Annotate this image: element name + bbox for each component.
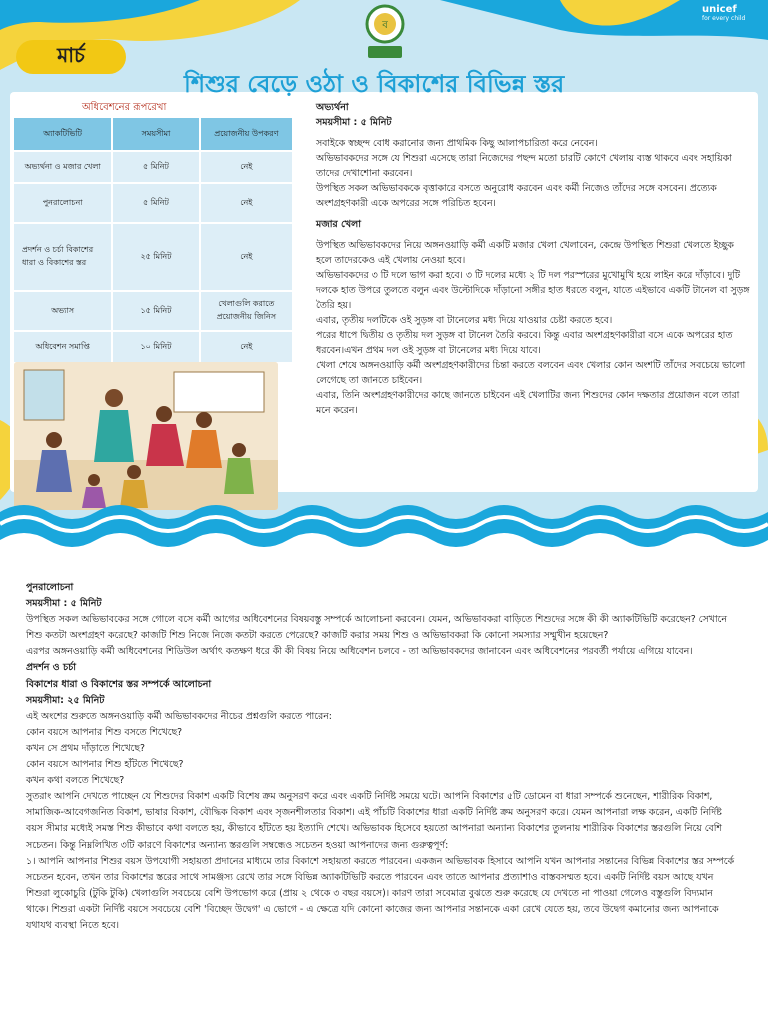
classroom-illustration <box>14 362 278 510</box>
header-duration: সময়সীমা <box>113 118 198 150</box>
right-column <box>316 100 750 418</box>
schedule-header-row <box>14 118 292 150</box>
review-paragraph: এরপর অঙ্গনওয়াড়ি কর্মী অধিবেশনের শিডিউল অর্থাৎ কতক্ষণ ধরে কী কী বিষয় নিয়ে অধিবেশন চলবে - তা অভিভাবকদের জানাবেন এবং অধিবেশনের পরবর্তী পর্যায়ে এগিয়ে যাবেন। <box>26 646 693 658</box>
government-emblem-icon <box>360 2 410 64</box>
activity-cell: অধিবেশন সমাপ্তি <box>14 332 111 362</box>
review-heading: পুনরালোচনা <box>26 582 74 593</box>
welcome-paragraph: উপস্থিত সকল অভিভাবককে বৃত্তাকারে বসতে অনুরোধ করবেন এবং কর্মী নিজেও তাঁদের সঙ্গে বসবেন। প্রত্যেক অংশগ্রহণকারী একে অপরের সঙ্গে পরিচিত হবেন। <box>316 183 717 209</box>
page-title: শিশুর বেড়ে ওঠা ও বিকাশের বিভিন্ন স্তর <box>184 70 565 98</box>
question-item: কখন সে প্রথম দাঁড়াতে শিখেছে? <box>26 742 145 754</box>
demo-heading: প্রদর্শন ও চর্চা <box>26 662 76 674</box>
table-row <box>14 184 292 222</box>
demo-intro: এই অংশের শুরুতে অঙ্গনওয়াড়ি কর্মী অভিভাবকদের নীচের প্রশ্নগুলি করতে পারেন: <box>26 710 332 722</box>
material-cell: খেলাগুলি করাতে প্রয়োজনীয় জিনিস <box>201 292 292 330</box>
demo-paragraph: ১। আপনি আপনার শিশুর বয়স উপযোগী সহায়তা প্রদানের মাধ্যমে তার বিকাশে সহায়তা করতে পারবেন। একজন অভিভাবক হিসাবে আপনি যখন আপনার সন্তানের বিভিন্ন বিকাশের স্তর সম্পর্কে সচেতন হবেন, তখন তার বিকাশের স্তরের সাথে সামঞ্জস্য রেখে তার সঙ্গে বিভিন্ন অ্যাকটিভিটি করতে পারবেন এবং তাতে আপনার প্রত্যাশাও বাস্তবসম্মত হবে। একটি নির্দিষ্ট বয়স আছে যখন শিশুরা লুকোচুরি (টুকি টুকি) খেলাগুলি সবচেয়ে বেশি উপভোগ করে (প্রায় ২ থেকে ৩ বছর বয়সে)। কারণ তারা সবেমাত্র বুঝতে শুরু করেছে যে দেখতে না পাওয়া গেলেও বস্তুগুলি বিদ্যমান থাকে। শিশুরা একটা নির্দিষ্ট বয়সে সবচেয়ে বেশি 'বিচ্ছেদ উদ্বেগ' এ ভোগে - এ ক্ষেত্রে যদি কোনো কাজের জন্য আপনার সন্তানকে একা রেখে যেতে হয়, তবে উদ্বেগ কমানোর জন্য আপনাকে যথাযথ ব্যবস্থা নিতে হবে। <box>26 855 735 931</box>
material-cell: নেই <box>201 332 292 362</box>
game-paragraph: এবার, তৃতীয় দলটিকে ওই সুড়ঙ্গ বা টানেলের মধ্য দিয়ে যাওয়ার চেষ্টা করতে হবে। <box>316 315 613 326</box>
review-paragraph: উপস্থিত সকল অভিভাবকের সঙ্গে গোলে বসে কর্মী আগের অধিবেশনের বিষয়বস্তু সম্পর্কে আলোচনা করবেন। যেমন, অভিভাবকরা বাড়িতে শিশুদের সঙ্গে কী কী অ্যাকটিভিটি করেছেন? সেখানে শিশু কতটা অংশগ্রহণ করেছে? কাজটি শিশু নিজে নিজে কতটা করতে পেরেছে? কাজটি করার সময় শিশু ও অভিভাবকরা কি কোনো সমস্যার সম্মুখীন হয়েছেন? <box>26 614 727 642</box>
table-row <box>14 224 292 290</box>
wave-divider <box>0 494 768 568</box>
welcome-paragraph: সবাইকে স্বচ্ছন্দ বোধ করানোর জন্য প্রাথমিক কিছু আলাপচারিতা করে নেবেন। <box>316 138 598 149</box>
table-row <box>14 292 292 330</box>
welcome-paragraph: অভিভাবকদের সঙ্গে যে শিশুরা এসেছে তারা নিজেদের পছন্দ মতো চারটি কোণে খেলায় ব্যস্ত থাকবে এবং সহায়িকা তাদের দেখাশোনা করবেন। <box>316 153 732 179</box>
month-badge: মার্চ <box>16 40 126 74</box>
activity-cell: অভ্যর্থনা ও মজার খেলা <box>14 152 111 182</box>
svg-text:ব: ব <box>382 20 388 31</box>
header-materials: প্রয়োজনীয় উপকরণ <box>201 118 292 150</box>
game-paragraph: পরের ধাপে দ্বিতীয় ও তৃতীয় দল সুড়ঙ্গ বা টানেল তৈরি করবে। কিন্তু এবার অংশগ্রহণকারীরা বসে একে অপরের হাত ধরবেন।এখন প্রথম দল ওই সুড়ঙ্গ বা টানেলের মধ্য দিয়ে যাবে। <box>316 330 733 356</box>
review-time: সময়সীমা : ৫ মিনিট <box>26 598 102 610</box>
table-row <box>14 332 292 362</box>
schedule-table <box>12 116 294 364</box>
unicef-logo-icon: unicef for every child <box>702 4 746 22</box>
game-heading: মজার খেলা <box>316 219 361 230</box>
question-item: কখন কথা বলতে শিখেছে? <box>26 775 125 787</box>
game-paragraph: খেলা শেষে অঙ্গনওয়াড়ি কর্মী অংশগ্রহণকারীদের চিন্তা করতে বলবেন এবং খেলার কোন অংশটি তাঁদের সবচেয়ে ভালো লেগেছে তা জানতে চাইবেন। <box>316 360 746 386</box>
material-cell: নেই <box>201 224 292 290</box>
game-paragraph: উপস্থিত অভিভাবকদের নিয়ে অঙ্গনওয়াড়ি কর্মী একটি মজার খেলা খেলাবেন, কেন্দ্রে উপস্থিত শিশুরা খেলতে ইচ্ছুক হলে তাদেরকেও এই খেলায় নেওয়া হবে। <box>316 240 734 266</box>
time-cell: ১৫ মিনিট <box>113 292 198 330</box>
game-paragraph: অভিভাবকদের ৩ টি দলে ভাগ করা হবে। ৩ টি দলের মধ্যে ২ টি দল পরস্পরের মুখোমুখি হয়ে লাইন করে দাঁড়াবে। দুটি দলকে হাত উপরে তুলতে বলুন এবং উল্টোদিকে দাঁড়ানো সঙ্গীর হাত ধরতে বলুন, যাতে এইভাবে একটি টানেল বা সুড়ঙ্গ তৈরি হয়। <box>316 270 750 311</box>
material-cell: নেই <box>201 184 292 222</box>
activity-cell: অভ্যাস <box>14 292 111 330</box>
question-item: কোন বয়সে আপনার শিশু বসতে শিখেছে? <box>26 726 183 738</box>
demo-time: সময়সীমা: ২৫ মিনিট <box>26 694 105 706</box>
question-item: কোন বয়সে আপনার শিশু হাঁটতে শিখেছে? <box>26 759 184 771</box>
time-cell: ১০ মিনিট <box>113 332 198 362</box>
table-row <box>14 152 292 182</box>
welcome-heading: অভ্যর্থনা <box>316 102 349 113</box>
game-paragraph: এবার, তিনি অংশগ্রহণকারীদের কাছে জানতে চাইবেন এই খেলাটির জন্য শিশুদের কোন দক্ষতার প্রয়োজন বলে তারা মনে করেন। <box>316 390 740 416</box>
lower-section <box>26 580 738 934</box>
demo-subheading: বিকাশের ধারা ও বিকাশের স্তর সম্পর্কে আলোচনা <box>26 678 212 690</box>
time-cell: ৫ মিনিট <box>113 184 198 222</box>
time-cell: ২৫ মিনিট <box>113 224 198 290</box>
header-activity: অ্যাকটিভিটি <box>14 118 111 150</box>
schedule-caption: অধিবেশনের রূপরেখা <box>82 102 167 113</box>
activity-cell: পুনরালোচনা <box>14 184 111 222</box>
welcome-time: সময়সীমা : ৫ মিনিট <box>316 117 392 128</box>
demo-paragraph: সুতরাং আপনি দেখতে পাচ্ছেন যে শিশুদের বিকাশ একটি বিশেষ ক্রম অনুসরণ করে এবং একটি নির্দিষ্ট সময়ে ঘটে। আপনি বিকাশের ৫টি ডোমেন বা ধারা সম্পর্কে শুনেছেন, শারীরিক বিকাশ, সামাজিক-আবেগজনিত বিকাশ, ভাষার বিকাশ, বৌদ্ধিক বিকাশ এবং সৃজনশীলতার বিকাশ। এই পাঁচটি বিকাশের ধারা একটি নির্দিষ্ট ক্রম অনুসরণ করে। যেমন আপনারা লক্ষ করেন, একটি নির্দিষ্ট বয়স সীমার মধ্যেই সমস্ত শিশু কীভাবে কথা বলতে হয়, কীভাবে হাঁটতে হয় ইত্যাদি শেখে। অভিভাবক হিসেবে হয়তো আপনারা অন্যান্য বিকাশের তুলনায় শারীরিক বিকাশের স্তরগুলি নিয়ে বেশি সচেতন। কিন্তু নিম্নলিখিত ৩টি কারণে বিকাশের অন্যান্য স্তরগুলি সম্বন্ধেও সচেতন হওয়া আপনাদের জন্য গুরুত্বপূর্ণ: <box>26 791 722 851</box>
time-cell: ৫ মিনিট <box>113 152 198 182</box>
activity-cell: প্রদর্শন ও চর্চা বিকাশের ধারা ও বিকাশের স্তর <box>14 224 111 290</box>
material-cell: নেই <box>201 152 292 182</box>
